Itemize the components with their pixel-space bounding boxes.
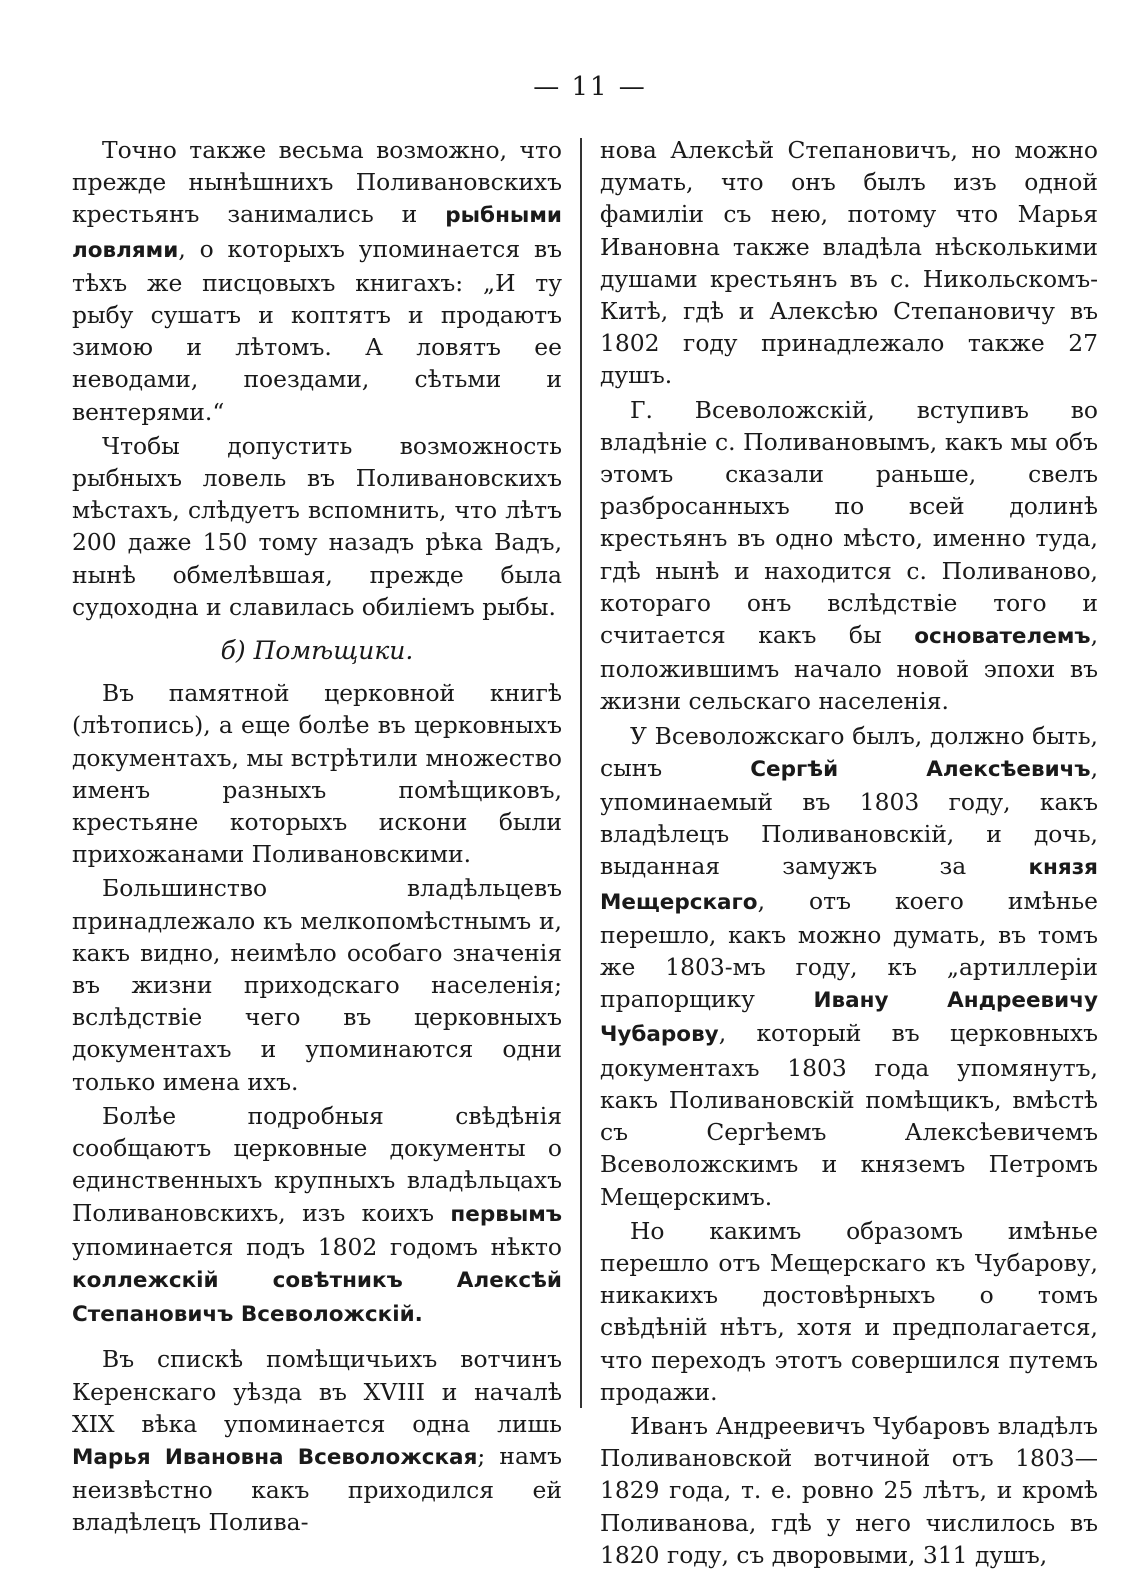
emphasis: князя Мещерскаго bbox=[600, 855, 1098, 915]
paragraph: Большинство владѣльцевъ принадлежало къ мелкопомѣстнымъ и, какъ видно, неимѣло особаго значенія въ жизни приходскаго населенія; вслѣдствіе чего въ церковныхъ документахъ и упоминаются одни только имена ихъ. bbox=[72, 874, 562, 1096]
emphasis: основателемъ bbox=[914, 624, 1091, 650]
column-divider bbox=[580, 138, 582, 1408]
section-heading: б) Помѣщики. bbox=[220, 636, 414, 666]
emphasis: Сергѣй Алексѣевичъ bbox=[750, 756, 1091, 782]
left-column bbox=[72, 134, 562, 1541]
paragraph: нова Алексѣй Степановичъ, но можно думать, что онъ былъ изъ одной фамиліи съ нею, потому что Марья Ивановна также владѣла нѣсколькими душами крестьянъ въ с. Никольскомъ-Китѣ, гдѣ и Алексѣю Степановичу въ 1802 году принадлежало также 27 душъ. bbox=[600, 136, 1098, 390]
page-number: — 11 — bbox=[533, 72, 647, 102]
paragraph: Болѣе подробныя свѣдѣнія сообщаютъ церковные документы о единственныхъ крупныхъ владѣльцахъ Поливановскихъ, изъ коихъ первымъ упоминается подъ 1802 годомъ нѣкто коллежскій совѣтникъ Алексѣй Степановичъ Всеволожскій. bbox=[72, 1101, 562, 1328]
paragraph: Въ памятной церковной книгѣ (лѣтопись), а еще болѣе въ церковныхъ документахъ, мы встрѣтили множество именъ разныхъ помѣщиковъ, крестьяне которыхъ искони были прихожанами Поливановскими. bbox=[72, 679, 562, 869]
emphasis: первымъ bbox=[450, 1201, 562, 1227]
emphasis: коллежскій совѣтникъ Алексѣй Степановичъ Всеволожскій. bbox=[72, 1267, 562, 1328]
paragraph: Г. Всеволожскій, вступивъ во владѣніе с. Поливановымъ, какъ мы объ этомъ сказали раньше, свелъ разбросанныхъ по всей долинѣ крестьянъ въ одно мѣсто, именно туда, гдѣ нынѣ и находится с. Поливаново, котораго онъ вслѣдствіе того и считается какъ бы основателемъ, положившимъ начало новой эпохи въ жизни сельскаго населенія. bbox=[600, 395, 1098, 716]
paragraph: Чтобы допустить возможность рыбныхъ ловель въ Поливановскихъ мѣстахъ, слѣдуетъ вспомнить, что лѣтъ 200 даже 150 тому назадъ рѣка Вадъ, нынѣ обмелѣвшая, прежде была судоходна и славилась обиліемъ рыбы. bbox=[72, 431, 562, 621]
paragraph: Въ спискѣ помѣщичьихъ вотчинъ Керенскаго уѣзда въ XVIII и началѣ XIX вѣка упоминается одна лишь Марья Ивановна Всеволожская; намъ неизвѣстно какъ приходился ей владѣлецъ Полива- bbox=[72, 1345, 562, 1537]
paragraph: Точно также весьма возможно, что прежде нынѣшнихъ Поливановскихъ крестьянъ занимались и рыбными ловлями, о которыхъ упоминается въ тѣхъ же писцовыхъ книгахъ: „И ту рыбу сушатъ и коптятъ и продаютъ зимою и лѣтомъ. А ловятъ ее неводами, поездами, сѣтьми и вентерями.“ bbox=[72, 136, 562, 426]
paragraph: Иванъ Андреевичъ Чубаровъ владѣлъ Поливановской вотчиной отъ 1803—1829 года, т. е. ровно 25 лѣтъ, и кромѣ Поливанова, гдѣ у него числилось въ 1820 году, съ дворовыми, 311 душъ, bbox=[600, 1411, 1098, 1569]
emphasis: рыбными ловлями bbox=[72, 203, 562, 263]
right-column bbox=[600, 134, 1098, 1573]
emphasis: Марья Ивановна Всеволожская bbox=[72, 1444, 478, 1470]
paragraph: У Всеволожскаго былъ, должно быть, сынъ Сергѣй Алексѣевичъ, упоминаемый въ 1803 году, какъ владѣлецъ Поливановскій, и дочь, выданная замужъ за князя Мещерскаго, отъ коего имѣнье перешло, какъ можно думать, въ томъ же 1803-мъ году, къ „артиллеріи прапорщику Ивану Андреевичу Чубарову, который въ церковныхъ документахъ 1803 года упомянутъ, какъ Поливановскій помѣщикъ, вмѣстѣ съ Сергѣемъ Алексѣевичемъ Всеволожскимъ и княземъ Петромъ Мещерскимъ. bbox=[600, 721, 1098, 1211]
emphasis: Ивану Андреевичу Чубарову bbox=[600, 988, 1098, 1048]
paragraph: Но какимъ образомъ имѣнье перешло отъ Мещерскаго къ Чубарову, никакихъ достовѣрныхъ о томъ свѣдѣній нѣтъ, хотя и предполагается, что переходъ этотъ совершился путемъ продажи. bbox=[600, 1216, 1098, 1406]
